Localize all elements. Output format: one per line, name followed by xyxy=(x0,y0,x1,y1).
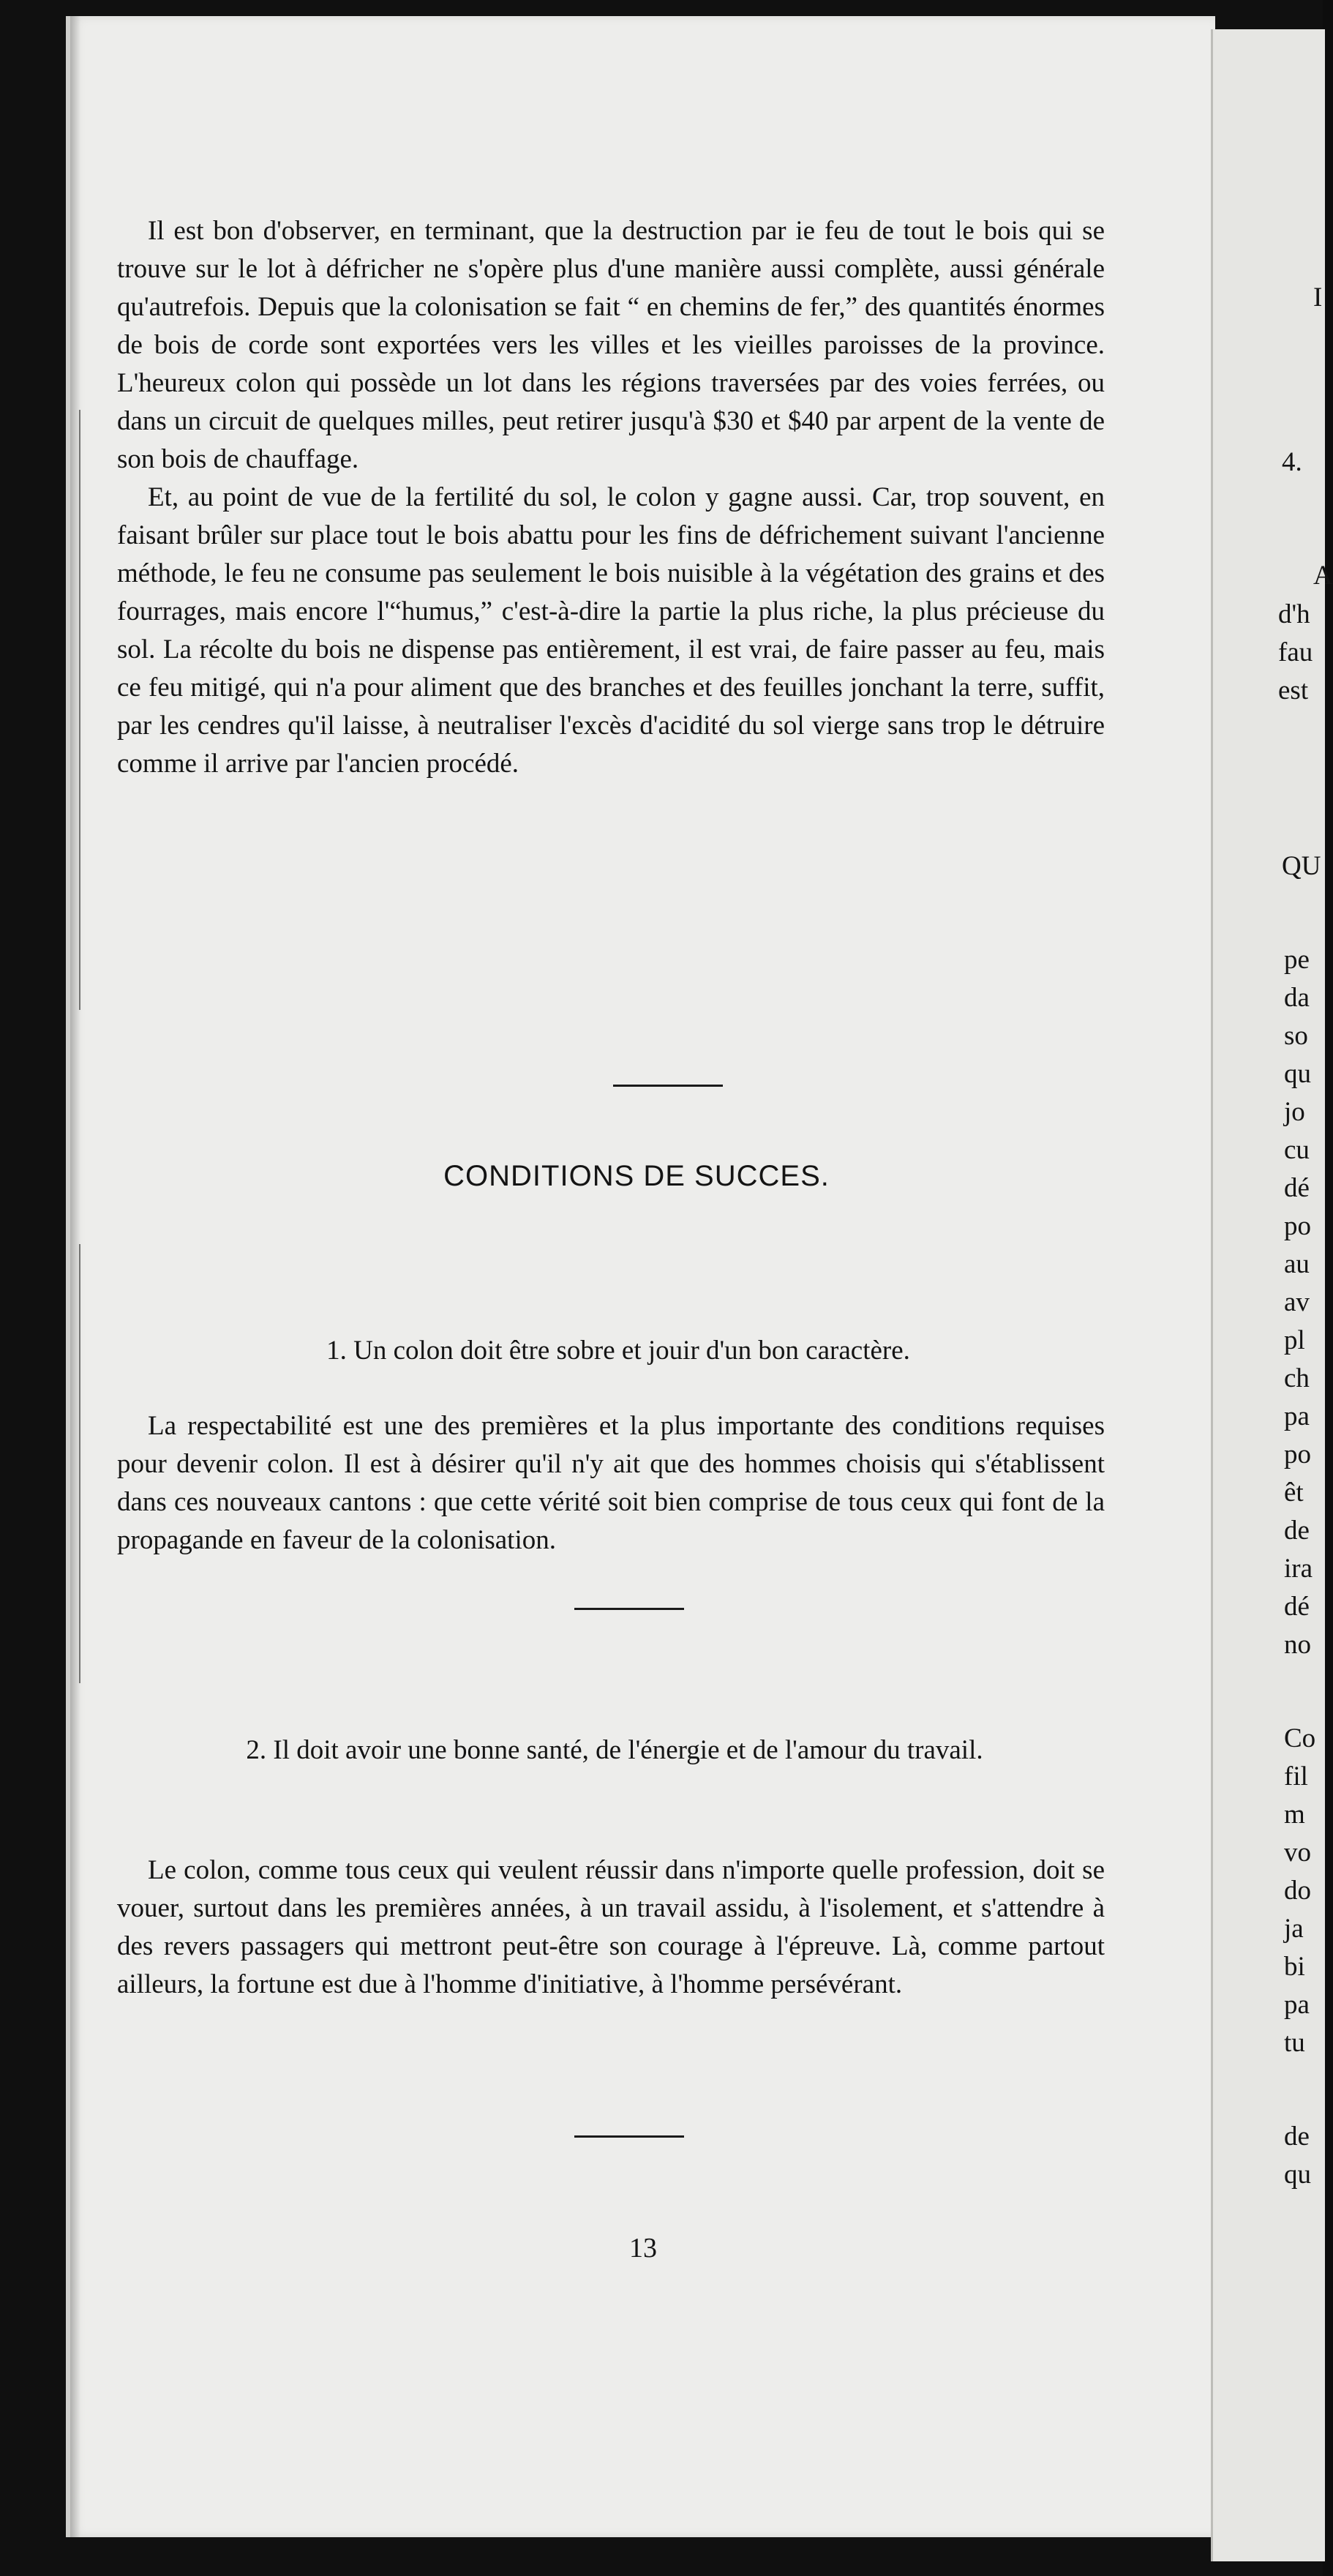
facing-page-text: dé xyxy=(1284,1592,1310,1622)
facing-page-text: d'h xyxy=(1278,599,1310,629)
facing-page-text: qu xyxy=(1284,1059,1311,1089)
facing-page-text: m xyxy=(1284,1800,1305,1830)
facing-page-text: êt xyxy=(1284,1478,1304,1508)
facing-page-text: pl xyxy=(1284,1325,1305,1355)
facing-page-text: ch xyxy=(1284,1363,1310,1393)
section-divider xyxy=(574,1608,684,1610)
condition-2-title: 2. Il doit avoir une bonne santé, de l'énergie et de l'amour du travail. xyxy=(246,1735,983,1765)
facing-page-text: 4. xyxy=(1282,447,1302,477)
paragraph: Le colon, comme tous ceux qui veulent réussir dans n'importe quelle profession, doit se vouer, surtout dans les premières années, à un travail assidu, à l'isolement, et s'attendre à des revers passagers qui mettront peut-être son courage à l'épreuve. Là, comme partout ailleurs, la fortune est due à l'homme d'initiative, à l'homme persévérant. xyxy=(117,1855,1105,1999)
page-number: 13 xyxy=(629,2233,657,2264)
paragraph: Il est bon d'observer, en terminant, que la destruction par ie feu de tout le bois qui se trouve sur le lot à défricher ne s'opère plus d'une manière aussi complète, aussi générale qu'autrefois. Depuis que la colonisation se fait “ en chemins de fer,” des quantités énormes de bois de corde sont exportées vers les villes et les vieilles paroisses de la province. L'heureux colon qui possède un lot dans les régions traversées par des voies ferrées, ou dans un circuit de quelques milles, peut retirer jusqu'à $30 et $40 par arpent de la vente de son bois de chauffage. xyxy=(117,216,1105,474)
facing-page-text: dé xyxy=(1284,1173,1310,1203)
facing-page-text: po xyxy=(1284,1439,1311,1469)
condition-1-text-block xyxy=(117,1407,1105,1560)
margin-line xyxy=(79,1244,80,1683)
facing-page-text: de xyxy=(1284,2122,1310,2152)
facing-page-text: ja xyxy=(1284,1914,1304,1944)
facing-page-text: ira xyxy=(1284,1554,1313,1584)
facing-page-text: jo xyxy=(1284,1097,1305,1127)
margin-line xyxy=(79,410,80,1010)
facing-page-text: pa xyxy=(1284,1990,1310,2020)
facing-page-text: fau xyxy=(1278,637,1313,667)
facing-page-text: da xyxy=(1284,983,1310,1013)
facing-page-text: fil xyxy=(1284,1761,1308,1791)
facing-page-text: I xyxy=(1313,282,1323,312)
facing-page-text: cu xyxy=(1284,1135,1310,1165)
paragraph: Et, au point de vue de la fertilité du sol, le colon y gagne aussi. Car, trop souvent, en faisant brûler sur place tout le bois abattu pour les fins de défrichement suivant l'ancienne méthode, le feu ne consume pas seulement le bois nuisible à la végétation des grains et des fourrages, mais encore l'“humus,” c'est-à-dire la partie la plus riche, la plus précieuse du sol. La récolte du bois ne dispense pas entièrement, il est vrai, de faire passer au feu, mais ce feu mitigé, qui n'a pour aliment que des branches et des feuilles jonchant la terre, suffit, par les cendres qu'il laisse, à neutraliser l'excès d'acidité du sol vierge sans trop le détruire comme il arrive par l'ancien procédé. xyxy=(117,482,1105,779)
opening-text xyxy=(117,212,1105,783)
facing-page-text: pe xyxy=(1284,945,1310,975)
section-divider xyxy=(613,1085,723,1087)
facing-page-text: au xyxy=(1284,1249,1310,1279)
facing-page-text: so xyxy=(1284,1021,1308,1051)
facing-page-text: de xyxy=(1284,1516,1310,1546)
facing-page-text: tu xyxy=(1284,2028,1305,2058)
facing-page-text: A xyxy=(1313,561,1333,591)
section-divider xyxy=(574,2135,684,2138)
facing-page-text: QU xyxy=(1282,851,1321,881)
facing-page-text: qu xyxy=(1284,2160,1311,2190)
facing-page-text: bi xyxy=(1284,1952,1305,1982)
facing-page-text: pa xyxy=(1284,1401,1310,1431)
condition-2-text-block xyxy=(117,1852,1105,2004)
facing-page-text: vo xyxy=(1284,1838,1311,1868)
section-heading: CONDITIONS DE SUCCES. xyxy=(443,1160,830,1192)
facing-page-text: est xyxy=(1278,675,1309,705)
facing-page-text: po xyxy=(1284,1211,1311,1241)
facing-page-text: Co xyxy=(1284,1723,1316,1753)
paragraph: La respectabilité est une des premières et la plus importante des conditions requises pour devenir colon. Il est à désirer qu'il n'y ait que des hommes choisis qui s'établissent dans ces nouveaux cantons : que cette vérité soit bien comprise de tous ceux qui font de la propagande en faveur de la colonisation. xyxy=(117,1411,1105,1555)
condition-1-title: 1. Un colon doit être sobre et jouir d'un bon caractère. xyxy=(326,1336,910,1366)
facing-page-text: no xyxy=(1284,1630,1311,1660)
facing-page-text: do xyxy=(1284,1876,1311,1906)
facing-page-text: av xyxy=(1284,1287,1310,1317)
